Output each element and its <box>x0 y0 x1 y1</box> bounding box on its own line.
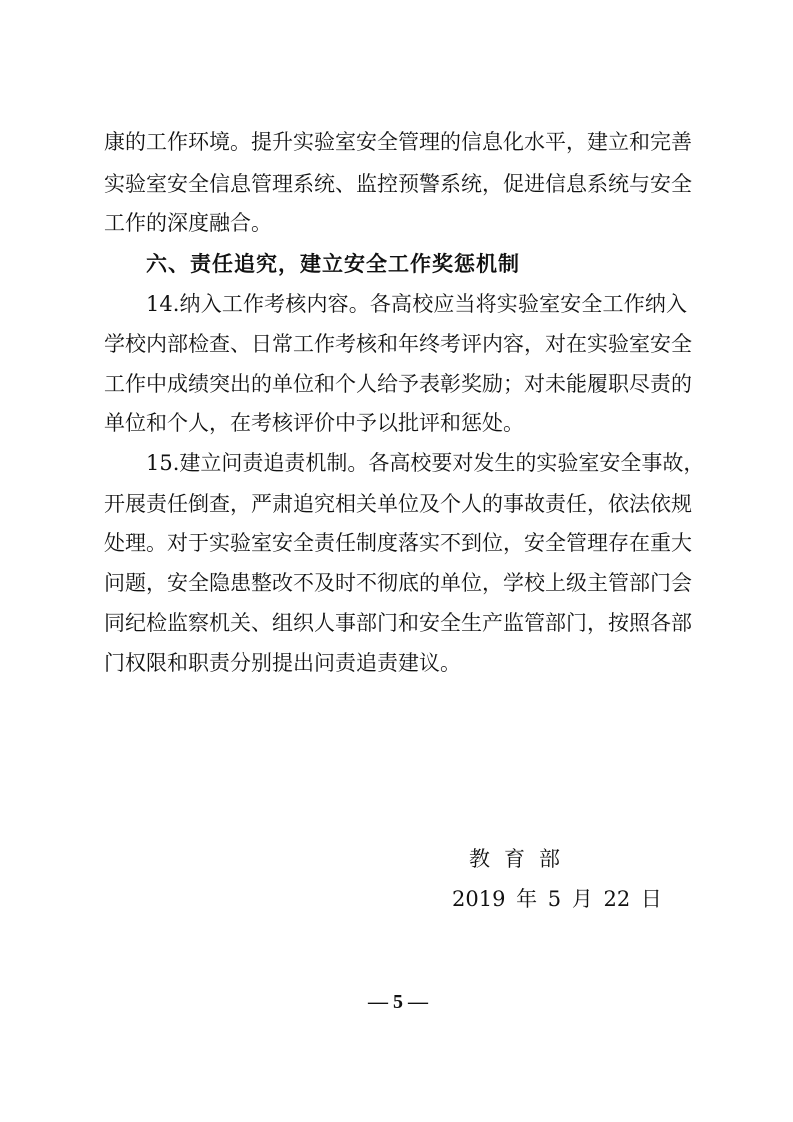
item-15-line: 处理。对于实验室安全责任制度落实不到位，安全管理存在重大 <box>104 531 692 555</box>
item-15-line: 15.建立问责追责机制。各高校要对发生的实验室安全事故， <box>146 451 705 475</box>
section-heading: 六、责任追究，建立安全工作奖惩机制 <box>146 252 520 276</box>
signature-organization: 教育部 <box>469 847 574 871</box>
item-14-line: 工作中成绩突出的单位和个人给予表彰奖励；对未能履职尽责的 <box>104 372 692 396</box>
item-14-line: 学校内部检查、日常工作考核和年终考评内容，对在实验室安全 <box>104 332 692 356</box>
signature-date: 2019 年 5 月 22 日 <box>452 887 662 911</box>
item-14-line: 14.纳入工作考核内容。各高校应当将实验室安全工作纳入 <box>146 292 687 316</box>
paragraph-line: 实验室安全信息管理系统、监控预警系统，促进信息系统与安全 <box>104 172 692 196</box>
paragraph-line: 康的工作环境。提升实验室安全管理的信息化水平，建立和完善 <box>104 130 692 154</box>
item-15-line: 问题，安全隐患整改不及时不彻底的单位，学校上级主管部门会 <box>104 571 692 595</box>
paragraph-line: 工作的深度融合。 <box>104 211 272 235</box>
page-number: — 5 — <box>368 991 428 1013</box>
item-15-line: 门权限和职责分别提出问责追责建议。 <box>104 651 461 675</box>
item-15-line: 开展责任倒查，严肃追究相关单位及个人的事故责任，依法依规 <box>104 492 692 516</box>
item-14-line: 单位和个人，在考核评价中予以批评和惩处。 <box>104 411 524 435</box>
item-15-line: 同纪检监察机关、组织人事部门和安全生产监管部门，按照各部 <box>104 611 692 635</box>
